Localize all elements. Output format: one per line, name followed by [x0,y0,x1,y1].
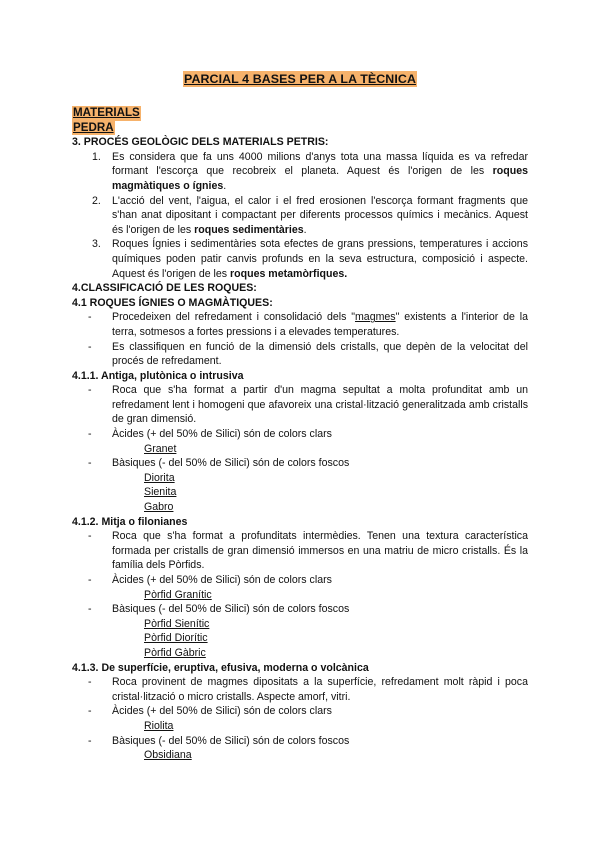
ignies-item-1: - Procedeixen del refredament i consolidació dels "magmes" existents a l'interior de la terra, sotmesos a fortes pressions i a elevades temperatures. [88,311,529,338]
rock-riolita: Riolita [144,719,174,732]
title-container [0,71,600,88]
heading-plutonica: 4.1.1. Antiga, plutònica o intrusiva [72,369,244,382]
rock-porfid-gabric: Pòrfid Gàbric [144,646,206,659]
ignies-item-2: - Es classifiquen en funció de la dimensió dels cristalls, que depèn de la velocitat del procés de refredament. [88,340,528,368]
heading-proces-geologic: 3. PROCÉS GEOLÒGIC DELS MATERIALS PETRIS: [72,136,329,149]
document-body [72,106,528,763]
proces-list [72,150,528,281]
section-heading-pedra [72,121,528,136]
filonianes-desc: - Roca que s'ha format a profunditats intermèdies. Tenen una textura característica formada per cristalls de gran dimensió immersos en una matriu de micro cristalls. És la família dels Pòrfids. [88,530,528,572]
plutonica-acides: - Àcides (+ del 50% de Silici) són de colors clars [88,428,332,441]
proces-item-2: 2. L'acció del vent, l'aigua, el calor i el fred erosionen l'escorça formant fragments que s'han anat dipositant i compactant per diferents processos químics i mecànics. Aquest és l'origen de les roques sedimentàries. [92,194,528,236]
volcanica-list [72,675,528,719]
heading-roques-ignies: 4.1 ROQUES ÍGNIES O MAGMÀTIQUES: [72,296,273,309]
heading-classificacio: 4.CLASSIFICACIÓ DE LES ROQUES: [72,282,257,295]
filonianes-list [72,529,528,587]
rock-sienita: Sienita [144,486,177,499]
document-title: PARCIAL 4 BASES PER A LA TÈCNICA [184,72,416,86]
heading-filonianes: 4.1.2. Mitja o filonianes [72,515,188,528]
volcanica-acides: - Àcides (+ del 50% de Silici) són de colors clars [88,705,332,718]
section-heading-materials [72,106,528,121]
rock-diorita: Diorita [144,471,175,484]
rock-porfid-granitic: Pòrfid Granític [144,588,212,601]
volcanica-basiques: - Bàsiques (- del 50% de Silici) són de colors foscos [88,734,350,747]
rock-gabro: Gabro [144,501,174,514]
filonianes-basiques: - Bàsiques (- del 50% de Silici) són de colors foscos [88,603,350,616]
proces-item-3: 3. Roques Ígnies i sedimentàries sota efectes de grans pressions, temperatures i accions químiques poden patir canvis profunds en la seva estructura, composició i aspecte. Aquest és l'origen de les roques metamòrfiques. [92,238,528,280]
rock-porfid-dioritic: Pòrfid Diorític [144,632,208,645]
proces-item-1: 1. Es considera que fa uns 4000 milions d'anys tota una massa líquida es va refredar formant l'escorça que recobreix el planeta. Aquest és l'origen de les roques magmàtiques o ígnies. [92,150,528,192]
plutonica-desc: - Roca que s'ha format a partir d'un magma sepultat a molta profunditat amb un refredament lent i homogeni que afavoreix una cristal·lització generalitzada amb cristalls de gran dimensió. [88,384,528,426]
volcanica-desc: - Roca provinent de magmes dipositats a la superfície, refredament molt ràpid i poca cristal·lització o micro cristalls. Aspecte amorf, vitri. [88,676,528,703]
plutonica-list [72,383,528,441]
plutonica-basiques: - Bàsiques (- del 50% de Silici) són de colors foscos [88,457,350,470]
rock-porfid-sienitic: Pòrfid Sienític [144,617,210,630]
materials-heading: MATERIALS [73,106,140,119]
rock-obsidiana: Obsidiana [144,749,192,762]
magmes-link: magmes [354,311,396,324]
ignies-list [72,310,528,368]
filonianes-acides: - Àcides (+ del 50% de Silici) són de colors clars [88,574,332,586]
rock-granet: Granet [144,442,177,455]
pedra-heading: PEDRA [73,120,114,134]
heading-volcanica: 4.1.3. De superfície, eruptiva, efusiva, moderna o volcànica [72,661,369,674]
